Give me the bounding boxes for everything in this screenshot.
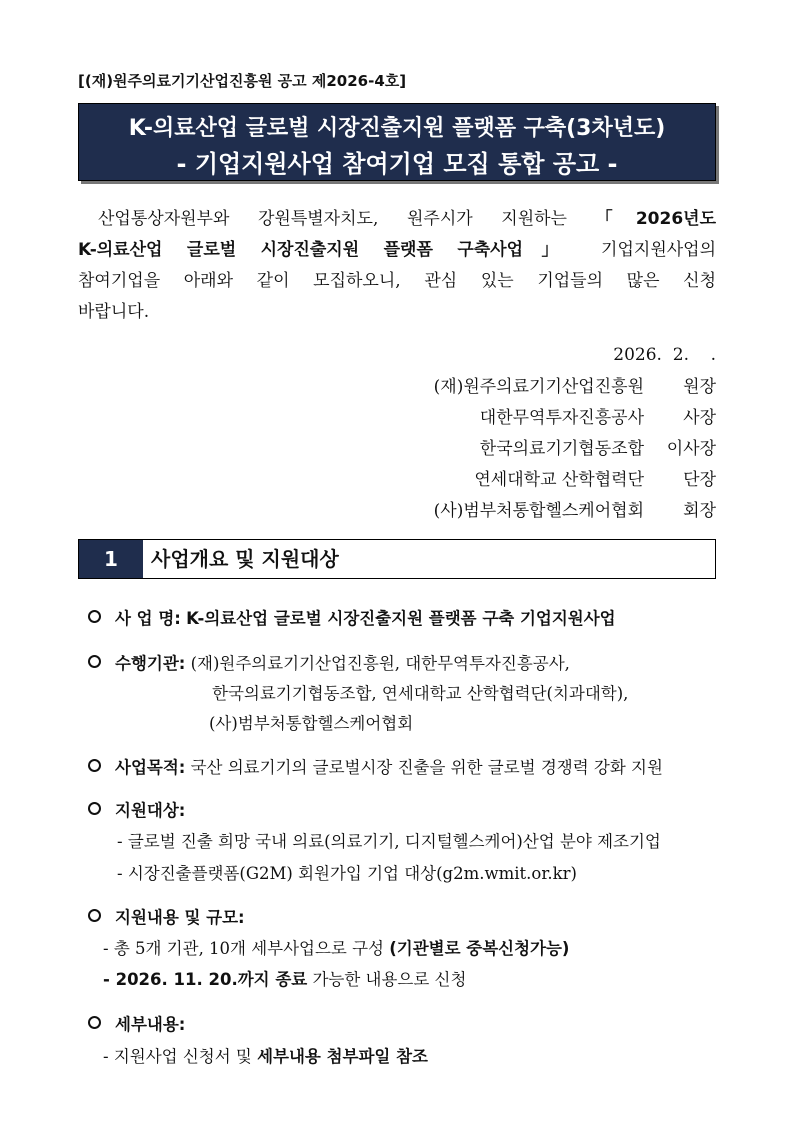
- item-label: 세부내용:: [115, 1015, 186, 1034]
- scale-line-1: [103, 935, 569, 959]
- target-line-1: - 글로벌 진출 희망 국내 의료(의료기기, 디지털헬스케어)산업 분야 제조기업: [117, 832, 661, 851]
- detail-item: [88, 1011, 185, 1035]
- item-value: (재)원주의료기기산업진흥원, 대한무역투자진흥공사,: [190, 654, 570, 673]
- item-value: K-의료산업 글로벌 시장진출지원 플랫폼 구축 기업지원사업: [186, 609, 616, 628]
- intro-text: 산업통상자원부와 강원특별자치도, 원주시가 지원하는: [98, 209, 567, 229]
- intro-line-2: [78, 235, 716, 266]
- detail-line-1: [103, 1043, 428, 1067]
- signer-org: (사)범부처통합헬스케어협회: [433, 501, 644, 521]
- title-line-2: - 기업지원사업 참여기업 모집 통합 공고 -: [176, 150, 618, 178]
- intro-line-3: 참여기업을 아래와 같이 모집하오니, 관심 있는 기업들의 많은 신청: [78, 271, 716, 291]
- scale-item: [88, 904, 245, 928]
- circle-bullet-icon: [88, 610, 101, 623]
- intro-emphasis: K-의료산업 글로벌 시장진출지원 플랫폼 구축사업」: [78, 240, 578, 260]
- scale-emphasis: (기관별로 중복신청가능): [389, 939, 570, 958]
- item-label: 지원대상:: [115, 801, 186, 820]
- agency-item: [88, 650, 570, 674]
- signer-row: [434, 372, 716, 403]
- section-title: 사업개요 및 지원대상: [151, 547, 339, 571]
- detail-text: - 지원사업 신청서 및: [103, 1047, 252, 1066]
- project-name-item: [88, 605, 616, 629]
- signer-row: [434, 434, 716, 465]
- signer-row: [434, 403, 716, 434]
- agency-line-3: (사)범부처통합헬스케어협회: [209, 714, 414, 733]
- signer-role: 사장: [683, 408, 716, 428]
- circle-bullet-icon: [88, 802, 101, 815]
- agency-line-2: 한국의료기기협동조합, 연세대학교 산학협력단(치과대학),: [212, 684, 629, 703]
- circle-bullet-icon: [88, 759, 101, 772]
- signer-org: 연세대학교 산학협력단: [474, 470, 644, 490]
- circle-bullet-icon: [88, 655, 101, 668]
- purpose-item: [88, 754, 663, 778]
- title-line-1: K-의료산업 글로벌 시장진출지원 플랫폼 구축(3차년도): [128, 116, 666, 141]
- intro-paragraph: [78, 204, 716, 328]
- detail-emphasis: 세부내용 첨부파일 참조: [257, 1047, 428, 1066]
- signer-role: 원장: [683, 377, 716, 397]
- item-label: 지원내용 및 규모:: [115, 908, 245, 927]
- intro-text: 기업지원사업의: [601, 240, 717, 260]
- item-label: 사업목적:: [115, 758, 186, 777]
- target-line-2: - 시장진출플랫폼(G2M) 회원가입 기업 대상(g2m.wmit.or.kr): [117, 864, 577, 883]
- signer-role: 이사장: [666, 439, 716, 459]
- scale-text: 가능한 내용으로 신청: [312, 970, 467, 989]
- intro-line-1: [78, 204, 716, 235]
- notice-date: 2026. 2. .: [613, 345, 716, 365]
- scale-text: - 총 5개 기관, 10개 세부사업으로 구성: [103, 939, 384, 958]
- intro-emphasis: 「2026년도: [595, 209, 716, 229]
- section-number: 1: [79, 540, 143, 578]
- signer-role: 회장: [683, 501, 716, 521]
- signer-org: (재)원주의료기기산업진흥원: [433, 377, 644, 397]
- scale-emphasis: - 2026. 11. 20.까지 종료: [103, 970, 308, 989]
- signer-row: [434, 496, 716, 527]
- section-header: [78, 539, 716, 579]
- circle-bullet-icon: [88, 1016, 101, 1029]
- signer-org: 대한무역투자진흥공사: [479, 408, 644, 428]
- scale-line-2: [103, 966, 466, 990]
- item-label: 사 업 명:: [115, 609, 181, 628]
- signers-list: [434, 372, 716, 527]
- signer-org: 한국의료기기협동조합: [479, 439, 644, 459]
- signer-row: [434, 465, 716, 496]
- intro-line-4: 바랍니다.: [78, 302, 150, 322]
- item-label: 수행기관:: [115, 654, 186, 673]
- signer-role: 단장: [683, 470, 716, 490]
- item-value: 국산 의료기기의 글로벌시장 진출을 위한 글로벌 경쟁력 강화 지원: [190, 758, 663, 777]
- title-banner: [78, 103, 716, 181]
- notice-number: [(재)원주의료기기산업진흥원 공고 제2026-4호]: [78, 72, 407, 90]
- target-item: [88, 797, 185, 821]
- circle-bullet-icon: [88, 909, 101, 922]
